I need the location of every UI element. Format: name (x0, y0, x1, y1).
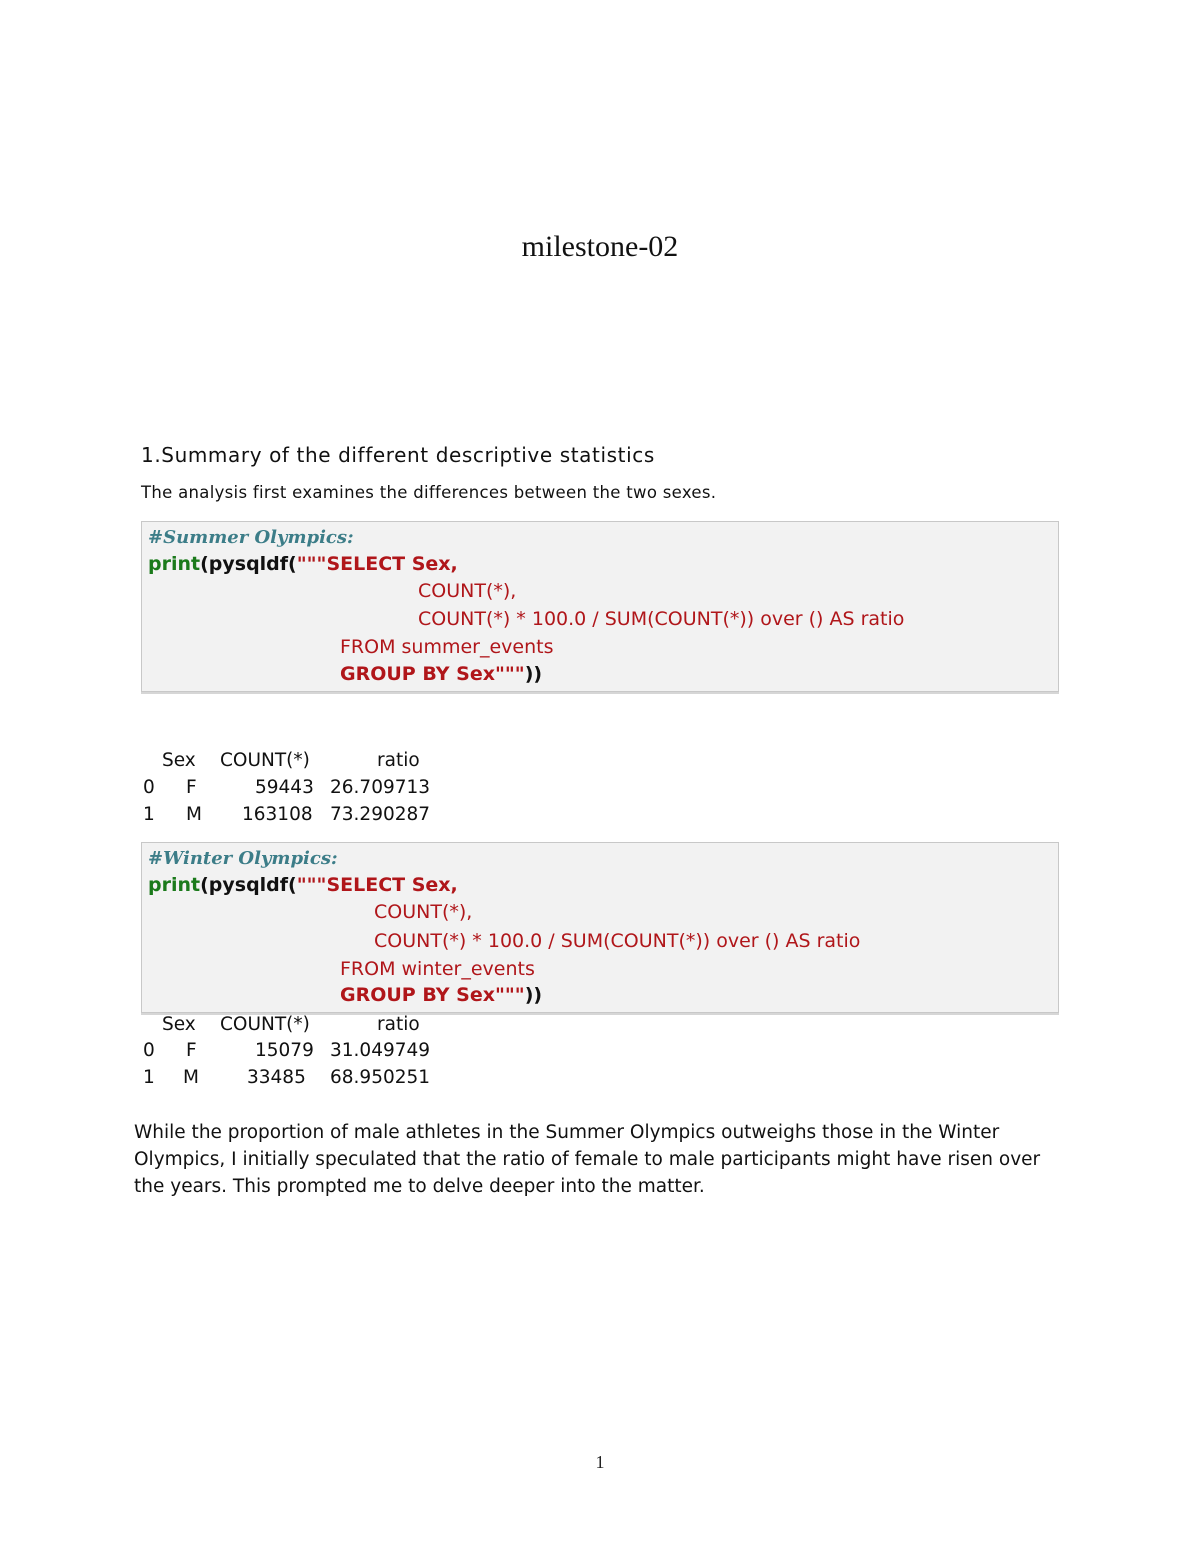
code-close: )) (524, 663, 543, 685)
row-count: 33485 (247, 1067, 306, 1088)
col-header-count: COUNT(*) (220, 1014, 310, 1035)
col-header-count: COUNT(*) (220, 750, 310, 771)
row-sex: F (186, 1040, 197, 1061)
row-index: 1 (143, 1067, 155, 1088)
code-call: (pysqldf( (200, 553, 297, 575)
col-header-ratio: ratio (377, 750, 420, 771)
code-call: (pysqldf( (200, 874, 297, 896)
sql-count: COUNT(*), (418, 580, 517, 602)
page-number: 1 (595, 1452, 605, 1472)
winter-output-table (0, 1014, 600, 1094)
print-keyword: print (148, 874, 201, 896)
winter-code-block (141, 842, 1059, 1013)
sql-count: COUNT(*), (374, 901, 473, 923)
col-header-ratio: ratio (377, 1014, 420, 1035)
col-header-sex: Sex (162, 750, 196, 771)
sql-ratio: COUNT(*) * 100.0 / SUM(COUNT(*)) over () AS ratio (374, 930, 861, 952)
sql-select: """SELECT Sex, (296, 553, 458, 575)
sql-from: FROM summer_events (340, 636, 554, 658)
summer-code-block (141, 521, 1059, 692)
code-comment: #Summer Olympics: (148, 527, 354, 548)
row-ratio: 26.709713 (330, 777, 431, 798)
row-ratio: 68.950251 (330, 1067, 431, 1088)
row-count: 59443 (255, 777, 314, 798)
sql-group-by: GROUP BY Sex""" (340, 663, 525, 685)
body-paragraph: While the proportion of male athletes in the Summer Olympics outweighs those in the Winter Olympics, I initially speculated that the ratio of female to male participants might have risen over the years. This prompted me to delve deeper into the matter. (134, 1122, 1041, 1197)
row-ratio: 73.290287 (330, 804, 431, 825)
row-sex: M (183, 1067, 199, 1088)
row-count: 15079 (255, 1040, 314, 1061)
sql-ratio: COUNT(*) * 100.0 / SUM(COUNT(*)) over () AS ratio (418, 608, 905, 630)
row-index: 1 (143, 804, 155, 825)
section-heading: 1.Summary of the different descriptive statistics (141, 443, 655, 467)
intro-text: The analysis first examines the differences between the two sexes. (141, 483, 717, 502)
sql-select: """SELECT Sex, (296, 874, 458, 896)
row-count: 163108 (242, 804, 313, 825)
col-header-sex: Sex (162, 1014, 196, 1035)
code-comment: #Winter Olympics: (148, 848, 338, 869)
row-index: 0 (143, 1040, 155, 1061)
print-keyword: print (148, 553, 201, 575)
row-sex: F (186, 777, 197, 798)
sql-from: FROM winter_events (340, 958, 535, 980)
row-index: 0 (143, 777, 155, 798)
document-title: milestone-02 (521, 230, 679, 263)
code-close: )) (524, 984, 543, 1006)
row-ratio: 31.049749 (330, 1040, 431, 1061)
row-sex: M (186, 804, 202, 825)
summer-output-table (0, 750, 600, 830)
sql-group-by: GROUP BY Sex""" (340, 984, 525, 1006)
